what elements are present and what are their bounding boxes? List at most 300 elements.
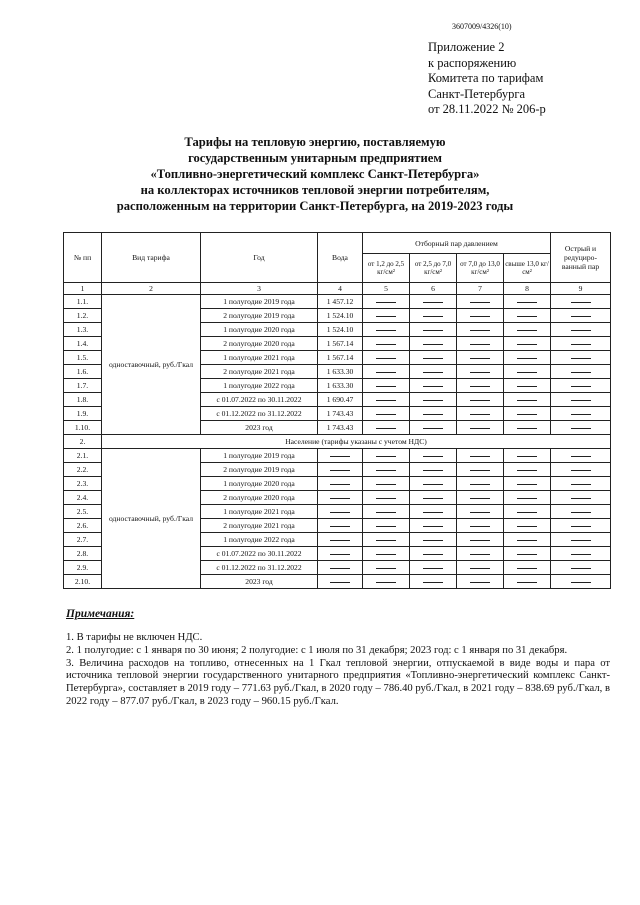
empty-cell	[457, 463, 504, 477]
dash-mark	[470, 316, 490, 317]
dash-mark	[423, 428, 443, 429]
empty-cell	[318, 575, 363, 589]
dash-mark	[330, 568, 350, 569]
empty-cell	[457, 351, 504, 365]
row-period: с 01.07.2022 по 30.11.2022	[201, 393, 318, 407]
empty-cell	[457, 309, 504, 323]
empty-cell	[410, 463, 457, 477]
dash-mark	[517, 344, 537, 345]
water-value: 1 633.30	[318, 379, 363, 393]
empty-cell	[363, 561, 410, 575]
dash-mark	[423, 316, 443, 317]
row-number: 1.1.	[64, 295, 102, 309]
dash-mark	[376, 302, 396, 303]
column-index: 7	[457, 283, 504, 295]
empty-cell	[410, 449, 457, 463]
column-index: 9	[551, 283, 611, 295]
dash-mark	[571, 400, 591, 401]
dash-mark	[376, 344, 396, 345]
water-value: 1 457.12	[318, 295, 363, 309]
dash-mark	[571, 358, 591, 359]
row-number: 1.2.	[64, 309, 102, 323]
empty-cell	[551, 449, 611, 463]
empty-cell	[318, 477, 363, 491]
empty-cell	[363, 477, 410, 491]
dash-mark	[517, 372, 537, 373]
empty-cell	[504, 575, 551, 589]
empty-cell	[504, 547, 551, 561]
empty-cell	[363, 351, 410, 365]
empty-cell	[457, 519, 504, 533]
empty-cell	[504, 309, 551, 323]
row-number: 2.5.	[64, 505, 102, 519]
dash-mark	[423, 456, 443, 457]
dash-mark	[470, 526, 490, 527]
empty-cell	[457, 477, 504, 491]
dash-mark	[330, 526, 350, 527]
row-period: 2 полугодие 2021 года	[201, 519, 318, 533]
row-period: 2 полугодие 2020 года	[201, 491, 318, 505]
note-item: 1. В тарифы не включен НДС.	[66, 632, 203, 643]
dash-mark	[571, 568, 591, 569]
row-period: с 01.12.2022 по 31.12.2022	[201, 561, 318, 575]
dash-mark	[330, 456, 350, 457]
row-period: 2 полугодие 2020 года	[201, 337, 318, 351]
row-period: с 01.12.2022 по 31.12.2022	[201, 407, 318, 421]
empty-cell	[551, 463, 611, 477]
dash-mark	[376, 498, 396, 499]
dash-mark	[517, 554, 537, 555]
empty-cell	[410, 533, 457, 547]
empty-cell	[318, 491, 363, 505]
dash-mark	[376, 372, 396, 373]
dash-mark	[423, 512, 443, 513]
dash-mark	[517, 540, 537, 541]
dash-mark	[571, 526, 591, 527]
dash-mark	[517, 428, 537, 429]
empty-cell	[504, 449, 551, 463]
notes-block	[66, 632, 610, 709]
empty-cell	[504, 477, 551, 491]
appendix-line: Приложение 2	[428, 40, 505, 54]
dash-mark	[517, 568, 537, 569]
dash-mark	[330, 554, 350, 555]
empty-cell	[363, 505, 410, 519]
water-value: 1 743.43	[318, 421, 363, 435]
dash-mark	[470, 498, 490, 499]
note-item: 3. Величина расходов на топливо, отнесенных на 1 Гкал тепловой энергии, отпускаемой в виде воды и пара от источника тепловой энергии государственного унитарного предприятия «Топливно-энергетический комплекс Санкт-Петербурга», составляет в 2019 году – 771.63 руб./Гкал, в 2020 году – 786.40 руб./Гкал, в 2021 году – 838.69 руб./Гкал, в 2022 году – 877.07 руб./Гкал, в 2023 году – 960.15 руб./Гкал.	[66, 657, 610, 707]
empty-cell	[551, 351, 611, 365]
row-number: 1.4.	[64, 337, 102, 351]
empty-cell	[504, 393, 551, 407]
empty-cell	[457, 323, 504, 337]
header-water: Вода	[318, 233, 363, 283]
dash-mark	[571, 470, 591, 471]
empty-cell	[504, 505, 551, 519]
dash-mark	[517, 512, 537, 513]
empty-cell	[551, 365, 611, 379]
document-number: 3607009/4326(10)	[452, 22, 512, 31]
empty-cell	[504, 407, 551, 421]
empty-cell	[551, 407, 611, 421]
empty-cell	[504, 491, 551, 505]
dash-mark	[517, 358, 537, 359]
empty-cell	[410, 379, 457, 393]
title-line: «Топливно-энергетический комплекс Санкт-Петербурга»	[150, 167, 480, 181]
dash-mark	[571, 554, 591, 555]
dash-mark	[517, 400, 537, 401]
document-title	[80, 134, 550, 214]
header-year: Год	[201, 233, 318, 283]
empty-cell	[551, 533, 611, 547]
appendix-line: от 28.11.2022 № 206-р	[428, 102, 546, 116]
row-period: с 01.07.2022 по 30.11.2022	[201, 547, 318, 561]
dash-mark	[330, 512, 350, 513]
dash-mark	[517, 470, 537, 471]
empty-cell	[504, 421, 551, 435]
dash-mark	[470, 414, 490, 415]
dash-mark	[571, 386, 591, 387]
empty-cell	[363, 547, 410, 561]
dash-mark	[376, 386, 396, 387]
empty-cell	[551, 393, 611, 407]
empty-cell	[410, 323, 457, 337]
empty-cell	[318, 561, 363, 575]
dash-mark	[470, 512, 490, 513]
row-period: 1 полугодие 2019 года	[201, 295, 318, 309]
empty-cell	[551, 421, 611, 435]
row-number: 2.2.	[64, 463, 102, 477]
section-number: 2.	[64, 435, 102, 449]
dash-mark	[376, 470, 396, 471]
appendix-block	[428, 40, 546, 118]
dash-mark	[376, 568, 396, 569]
empty-cell	[457, 393, 504, 407]
empty-cell	[457, 505, 504, 519]
dash-mark	[330, 582, 350, 583]
header-pressure-4: свыше 13,0 кг/см²	[504, 254, 551, 283]
title-line: Тарифы на тепловую энергию, поставляемую	[184, 135, 446, 149]
dash-mark	[517, 330, 537, 331]
empty-cell	[318, 547, 363, 561]
dash-mark	[423, 554, 443, 555]
empty-cell	[551, 547, 611, 561]
empty-cell	[410, 575, 457, 589]
empty-cell	[504, 533, 551, 547]
column-index: 3	[201, 283, 318, 295]
dash-mark	[423, 582, 443, 583]
dash-mark	[470, 428, 490, 429]
empty-cell	[551, 561, 611, 575]
dash-mark	[571, 484, 591, 485]
dash-mark	[517, 526, 537, 527]
dash-mark	[376, 414, 396, 415]
appendix-line: к распоряжению	[428, 55, 517, 70]
empty-cell	[551, 477, 611, 491]
empty-cell	[551, 491, 611, 505]
dash-mark	[330, 484, 350, 485]
row-number: 1.3.	[64, 323, 102, 337]
header-pressure-1: от 1,2 до 2,5 кг/см²	[363, 254, 410, 283]
empty-cell	[318, 519, 363, 533]
dash-mark	[571, 540, 591, 541]
table-row	[64, 295, 611, 309]
row-number: 2.4.	[64, 491, 102, 505]
empty-cell	[363, 337, 410, 351]
dash-mark	[376, 582, 396, 583]
title-line: государственным унитарным предприятием	[188, 151, 442, 165]
empty-cell	[410, 351, 457, 365]
dash-mark	[571, 344, 591, 345]
dash-mark	[376, 316, 396, 317]
dash-mark	[571, 302, 591, 303]
empty-cell	[504, 519, 551, 533]
empty-cell	[457, 295, 504, 309]
row-number: 2.9.	[64, 561, 102, 575]
empty-cell	[457, 561, 504, 575]
dash-mark	[423, 330, 443, 331]
dash-mark	[517, 582, 537, 583]
dash-mark	[470, 484, 490, 485]
row-number: 1.5.	[64, 351, 102, 365]
empty-cell	[318, 449, 363, 463]
dash-mark	[423, 484, 443, 485]
header-pressure-2: от 2,5 до 7,0 кг/см²	[410, 254, 457, 283]
row-period: 1 полугодие 2021 года	[201, 505, 318, 519]
title-line: на коллекторах источников тепловой энергии потребителям,	[140, 183, 490, 197]
empty-cell	[363, 365, 410, 379]
dash-mark	[571, 428, 591, 429]
row-period: 2 полугодие 2019 года	[201, 463, 318, 477]
empty-cell	[363, 533, 410, 547]
section-row	[64, 435, 611, 449]
dash-mark	[423, 526, 443, 527]
empty-cell	[504, 463, 551, 477]
column-index: 4	[318, 283, 363, 295]
empty-cell	[410, 365, 457, 379]
empty-cell	[551, 309, 611, 323]
dash-mark	[423, 386, 443, 387]
empty-cell	[504, 365, 551, 379]
empty-cell	[551, 337, 611, 351]
dash-mark	[571, 372, 591, 373]
dash-mark	[470, 358, 490, 359]
dash-mark	[376, 428, 396, 429]
dash-mark	[423, 540, 443, 541]
header-pressure-3: от 7,0 до 13,0 кг/см²	[457, 254, 504, 283]
dash-mark	[423, 470, 443, 471]
dash-mark	[571, 330, 591, 331]
dash-mark	[470, 456, 490, 457]
dash-mark	[517, 498, 537, 499]
empty-cell	[457, 533, 504, 547]
dash-mark	[571, 512, 591, 513]
empty-cell	[363, 575, 410, 589]
empty-cell	[457, 407, 504, 421]
header-num: № пп	[64, 233, 102, 283]
dash-mark	[470, 582, 490, 583]
table-row	[64, 449, 611, 463]
row-period: 2 полугодие 2021 года	[201, 365, 318, 379]
water-value: 1 690.47	[318, 393, 363, 407]
column-index: 6	[410, 283, 457, 295]
row-number: 2.6.	[64, 519, 102, 533]
appendix-line: Санкт-Петербурга	[428, 86, 526, 101]
empty-cell	[551, 295, 611, 309]
empty-cell	[457, 379, 504, 393]
empty-cell	[551, 519, 611, 533]
water-value: 1 633.30	[318, 365, 363, 379]
tariff-table	[63, 232, 611, 589]
appendix-line: Комитета по тарифам	[428, 71, 544, 85]
dash-mark	[470, 554, 490, 555]
header-kind: Вид тарифа	[102, 233, 201, 283]
section-label: Население (тарифы указаны с учетом НДС)	[102, 435, 611, 449]
empty-cell	[504, 351, 551, 365]
empty-cell	[551, 575, 611, 589]
tariff-kind: одноставочный, руб./Гкал	[102, 295, 201, 435]
dash-mark	[376, 400, 396, 401]
dash-mark	[423, 302, 443, 303]
empty-cell	[410, 295, 457, 309]
dash-mark	[470, 330, 490, 331]
empty-cell	[318, 463, 363, 477]
empty-cell	[504, 323, 551, 337]
empty-cell	[363, 407, 410, 421]
row-number: 1.8.	[64, 393, 102, 407]
empty-cell	[457, 449, 504, 463]
empty-cell	[457, 421, 504, 435]
dash-mark	[423, 498, 443, 499]
empty-cell	[504, 295, 551, 309]
dash-mark	[423, 372, 443, 373]
row-number: 2.10.	[64, 575, 102, 589]
empty-cell	[363, 421, 410, 435]
dash-mark	[330, 470, 350, 471]
dash-mark	[423, 414, 443, 415]
dash-mark	[517, 484, 537, 485]
column-index: 2	[102, 283, 201, 295]
row-period: 2023 год	[201, 421, 318, 435]
empty-cell	[363, 463, 410, 477]
empty-cell	[457, 575, 504, 589]
dash-mark	[470, 470, 490, 471]
column-index: 8	[504, 283, 551, 295]
dash-mark	[571, 582, 591, 583]
dash-mark	[376, 526, 396, 527]
water-value: 1 567.14	[318, 351, 363, 365]
title-line: расположенным на территории Санкт-Петербурга, на 2019-2023 годы	[116, 199, 514, 213]
empty-cell	[457, 337, 504, 351]
empty-cell	[363, 309, 410, 323]
dash-mark	[517, 414, 537, 415]
empty-cell	[410, 393, 457, 407]
empty-cell	[363, 519, 410, 533]
dash-mark	[376, 358, 396, 359]
empty-cell	[318, 533, 363, 547]
empty-cell	[318, 505, 363, 519]
dash-mark	[423, 400, 443, 401]
dash-mark	[470, 540, 490, 541]
empty-cell	[410, 477, 457, 491]
dash-mark	[571, 456, 591, 457]
dash-mark	[423, 358, 443, 359]
dash-mark	[470, 386, 490, 387]
empty-cell	[363, 295, 410, 309]
row-period: 1 полугодие 2020 года	[201, 323, 318, 337]
empty-cell	[363, 379, 410, 393]
row-number: 1.9.	[64, 407, 102, 421]
empty-cell	[410, 561, 457, 575]
empty-cell	[457, 547, 504, 561]
empty-cell	[363, 393, 410, 407]
row-period: 2 полугодие 2019 года	[201, 309, 318, 323]
dash-mark	[423, 344, 443, 345]
dash-mark	[376, 512, 396, 513]
dash-mark	[470, 372, 490, 373]
row-number: 1.10.	[64, 421, 102, 435]
empty-cell	[363, 449, 410, 463]
row-number: 1.7.	[64, 379, 102, 393]
dash-mark	[376, 484, 396, 485]
empty-cell	[410, 491, 457, 505]
dash-mark	[470, 302, 490, 303]
empty-cell	[504, 379, 551, 393]
note-item: 2. 1 полугодие: с 1 января по 30 июня; 2 полугодие: с 1 июля по 31 декабря; 2023 год: с 1 января по 31 декабря.	[66, 644, 568, 656]
row-number: 2.1.	[64, 449, 102, 463]
row-number: 2.3.	[64, 477, 102, 491]
empty-cell	[410, 519, 457, 533]
dash-mark	[517, 386, 537, 387]
dash-mark	[571, 414, 591, 415]
empty-cell	[551, 323, 611, 337]
header-sharp-steam: Острый и редуциро-ванный пар	[551, 233, 611, 283]
dash-mark	[517, 316, 537, 317]
row-period: 1 полугодие 2020 года	[201, 477, 318, 491]
header-steam-group: Отборный пар давлением	[363, 233, 551, 254]
row-number: 1.6.	[64, 365, 102, 379]
dash-mark	[517, 456, 537, 457]
dash-mark	[571, 498, 591, 499]
water-value: 1 743.43	[318, 407, 363, 421]
empty-cell	[410, 309, 457, 323]
empty-cell	[410, 505, 457, 519]
notes-heading: Примечания:	[66, 608, 135, 620]
dash-mark	[376, 554, 396, 555]
empty-cell	[410, 337, 457, 351]
empty-cell	[457, 365, 504, 379]
column-index: 5	[363, 283, 410, 295]
dash-mark	[423, 568, 443, 569]
dash-mark	[470, 344, 490, 345]
empty-cell	[504, 561, 551, 575]
dash-mark	[470, 400, 490, 401]
empty-cell	[504, 337, 551, 351]
water-value: 1 524.10	[318, 323, 363, 337]
row-period: 2023 год	[201, 575, 318, 589]
dash-mark	[376, 540, 396, 541]
empty-cell	[410, 547, 457, 561]
tariff-kind: одноставочный, руб./Гкал	[102, 449, 201, 589]
row-period: 1 полугодие 2019 года	[201, 449, 318, 463]
row-number: 2.8.	[64, 547, 102, 561]
row-period: 1 полугодие 2022 года	[201, 379, 318, 393]
empty-cell	[551, 505, 611, 519]
row-period: 1 полугодие 2022 года	[201, 533, 318, 547]
dash-mark	[571, 316, 591, 317]
empty-cell	[410, 407, 457, 421]
empty-cell	[363, 323, 410, 337]
